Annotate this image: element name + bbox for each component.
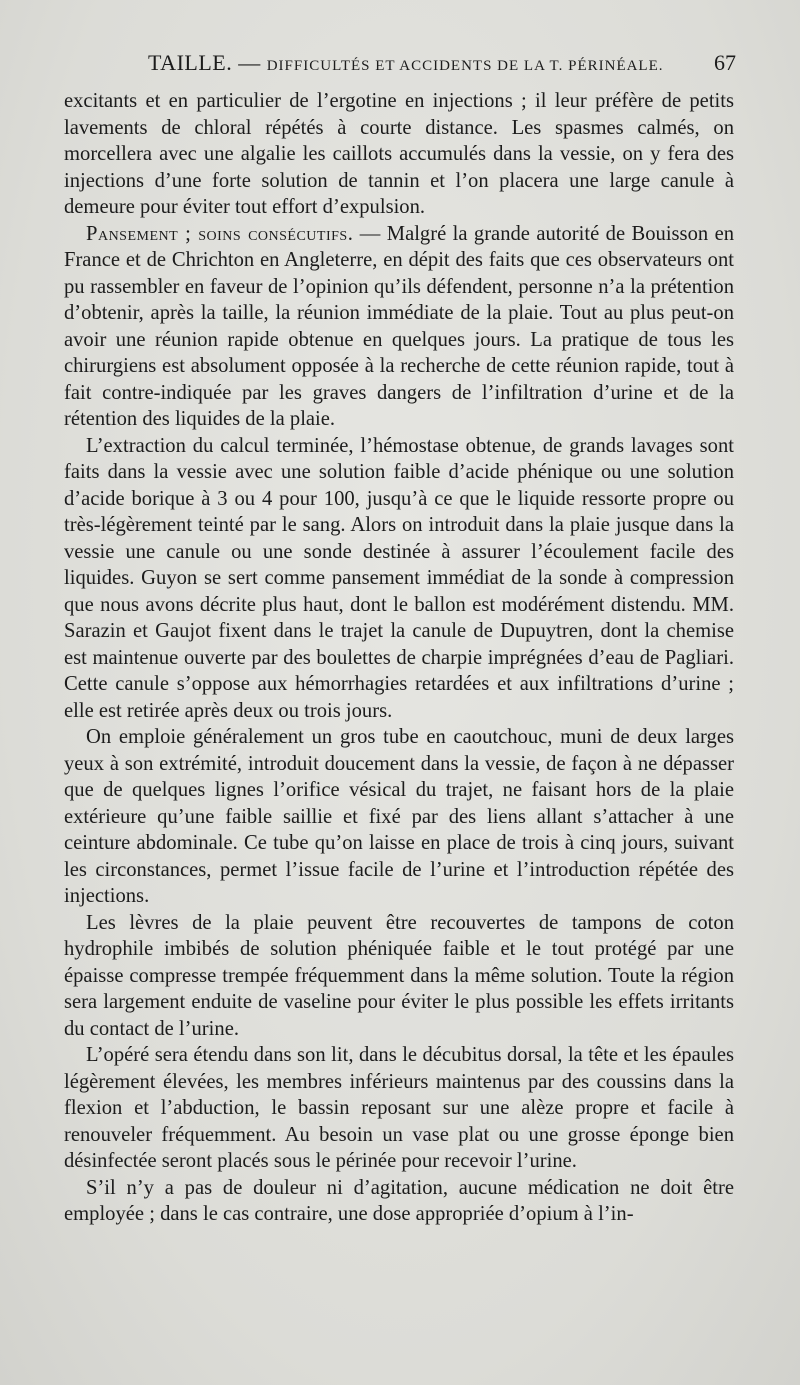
paragraph-pansement: Pansement ; soins consécutifs. — Malgré la grande autorité de Bouisson en France et de Chrichton en Angleterre, en dépit des faits que ces observateurs ont pu rassembler en faveur de l’opinion qu’ils défendent, personne n’a la prétention d’obtenir, après la taille, la réunion immédiate de la plaie. Tout au plus peut-on avoir une réunion rapide obtenue en quelques jours. La pratique de tous les chirurgiens est absolument opposée à la recherche de cette réunion rapide, tout à fait contre-indiquée par les graves dangers de l’infiltration d’urine et de la rétention des liquides de la plaie. [64,222,735,430]
running-head-title: TAILLE. [148,50,233,75]
page-number: 67 [714,50,736,75]
paragraph: On emploie généralement un gros tube en caoutchouc, muni de deux larges yeux à son extrémité, introduit doucement dans la vessie, de façon à ne dépasser que de quelques lignes l’orifice vésical du trajet, ne faisant hors de la plaie extérieure qu’une faible saillie et fixé par des liens allant s’attacher à une ceinture abdominale. Ce tube qu’on laisse en place de trois à cinq jours, suivant les circonstances, permet l’issue facile de l’urine et l’introduction répétée des injections. [64,726,734,907]
paragraph-last: S’il n’y a pas de douleur ni d’agitation, aucune médication ne doit être employée ; dans le cas contraire, une dose appropriée d’opium à l’in- [64,1176,734,1225]
running-head [148,50,664,76]
paragraph: L’extraction du calcul terminée, l’hémostase obtenue, de grands lavages sont faits dans la vessie avec une solution faible d’acide phénique ou une solution d’acide borique à 3 ou 4 pour 100, jusqu’à ce que le liquide ressorte propre ou très-légèrement teinté par le sang. Alors on introduit dans la plaie jusque dans la vessie une canule ou une sonde destinée à assurer l’écoulement facile des liquides. Guyon se sert comme pansement immédiat de la sonde à compression que nous avons décrite plus haut, dont le ballon est modérément distendu. MM. Sarazin et Gaujot fixent dans le trajet la canule de Dupuytren, dont la chemise est maintenue ouverte par des boulettes de charpie imprégnées d’eau de Pagliari. Cette canule s’oppose aux hémorrhagies retardées et aux infiltrations d’urine ; elle est retirée après deux ou trois jours. [64,434,734,722]
body-text [64,88,734,1228]
paragraph: Les lèvres de la plaie peuvent être recouvertes de tampons de coton hydrophile imbibés de solution phéniquée faible et le tout protégé par une épaisse compresse trempée fréquemment dans la même solution. Toute la région sera largement enduite de vaseline pour éviter le plus possible les effets irritants du contact de l’urine. [64,911,734,1040]
running-head-subtitle: DIFFICULTÉS ET ACCIDENTS DE LA T. PÉRINÉALE. [266,58,664,74]
section-heading: Pansement ; soins consécutifs. [86,222,354,245]
page-header [64,50,736,80]
paragraph-continuation: excitants et en particulier de l’ergotine en injections ; il leur préfère de petits lavements de chloral répétés à courte distance. Les spasmes calmés, on morcellera avec une algalie les caillots accumulés dans la vessie, on y fera des injections d’une forte solution de tannin et l’on placera une large canule à demeure pour éviter tout effort d’expulsion. [64,90,734,218]
paragraph: L’opéré sera étendu dans son lit, dans le décubitus dorsal, la tête et les épaules légèrement élevées, les membres inférieurs maintenus par des coussins dans la flexion et l’abduction, le bassin reposant sur une alèze propre et facile à renouveler fréquemment. Au besoin un vase plat ou une grosse éponge bien désinfectée seront placés sous le périnée pour recevoir l’urine. [64,1044,734,1172]
running-head-dash: — [238,50,261,75]
